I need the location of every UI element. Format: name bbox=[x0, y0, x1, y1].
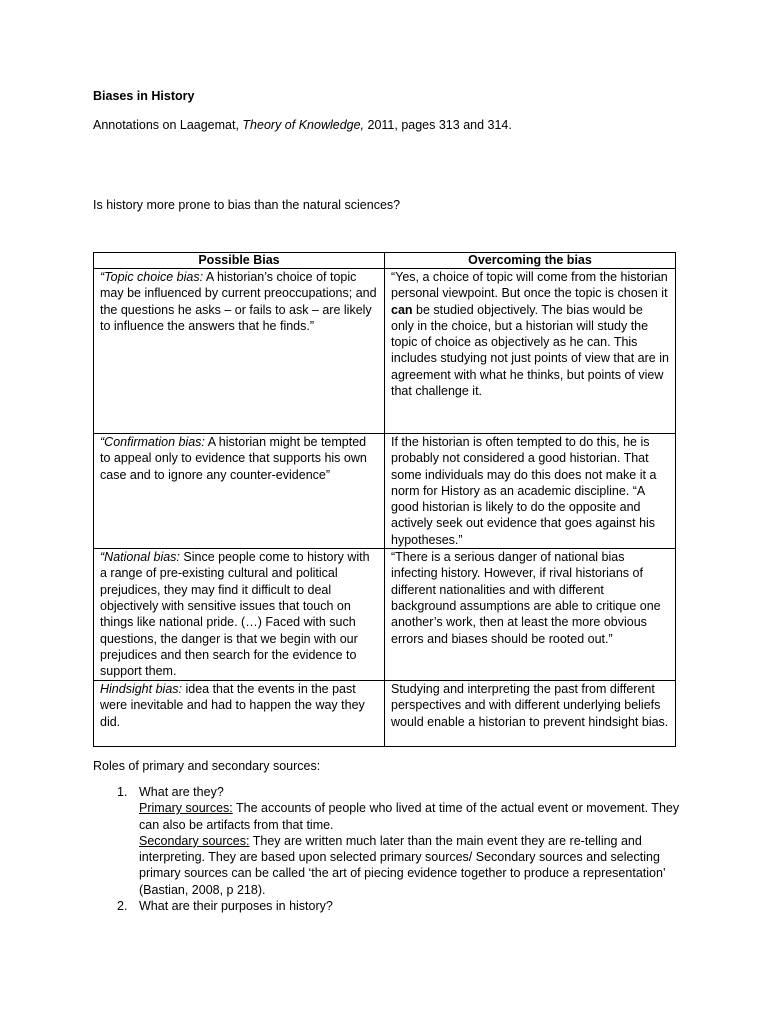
bias-term: “Topic choice bias: bbox=[100, 270, 204, 284]
primary-sources-text: The accounts of people who lived at time of the actual event or movement. They can also be artifacts from that time. bbox=[139, 801, 680, 832]
bias-term: “National bias: bbox=[100, 550, 180, 565]
cell-hindsight-bias bbox=[94, 681, 385, 747]
bias-term: “Confirmation bias: bbox=[100, 435, 205, 449]
cell-national-bias bbox=[94, 549, 385, 681]
overcome-text: “Yes, a choice of topic will come from the historian personal viewpoint. But once the topic is chosen it bbox=[391, 270, 668, 301]
table-row bbox=[94, 269, 676, 434]
list-item-text: What are they? bbox=[139, 785, 224, 799]
document-title: Biases in History bbox=[93, 89, 195, 103]
primary-sources-label: Primary sources: bbox=[139, 801, 233, 816]
guiding-question: Is history more prone to bias than the natural sciences? bbox=[93, 198, 401, 212]
annotation-book-title: Theory of Knowledge, bbox=[242, 118, 365, 132]
cell-confirmation-bias bbox=[94, 434, 385, 549]
cell-topic-choice-overcome bbox=[385, 269, 676, 434]
roles-list bbox=[93, 784, 683, 914]
header-overcoming-bias: Overcoming the bias bbox=[385, 253, 676, 269]
cell-national-overcome: “There is a serious danger of national bias infecting history. However, if rival historians of different nationalities and with different background assumptions are able to critique one another’s work, then at least the more obvious errors and biases should be rooted out.” bbox=[385, 549, 676, 681]
overcome-emphasis: can bbox=[391, 302, 413, 317]
bias-text: Since people come to history with a range of pre-existing cultural and political prejudices, they may find it difficult to deal objectively with sensitive issues that touch on things like national pride. (…) Faced with such questions, the danger is that we begin with our prejudices and then search for the evidence to support them. bbox=[100, 550, 370, 679]
bias-text: A historian’s choice of topic may be influenced by current preoccupations; and the questions he asks – or fails to ask – are likely to influence the answers that he finds.” bbox=[100, 270, 377, 333]
list-number: 2. bbox=[117, 899, 128, 914]
overcome-text-rest: be studied objectively. The bias would be only in the choice, but a historian will study the topic of choice as objectively as he can. This includes studying not just points of view that are in agreement with what he thinks, but points of view that challenge it. bbox=[391, 302, 669, 399]
bias-table bbox=[93, 252, 676, 747]
table-header-row bbox=[94, 253, 676, 269]
cell-hindsight-overcome: Studying and interpreting the past from different perspectives and with different underlying beliefs would enable a historian to prevent hindsight bias. bbox=[385, 681, 676, 747]
annotation-suffix: 2011, pages 313 and 314. bbox=[364, 118, 512, 132]
annotation-line bbox=[93, 117, 512, 133]
primary-sources-definition bbox=[139, 800, 683, 833]
secondary-sources-label: Secondary sources: bbox=[139, 833, 250, 848]
table-row bbox=[94, 681, 676, 747]
secondary-sources-text: They are written much later than the main event they are re-telling and interpreting. They are based upon selected primary sources/ Secondary sources and selecting primary sources can be called ‘the art of piecing evidence together to produce a representation’ (Bastian, 2008, p 218). bbox=[139, 833, 666, 897]
header-possible-bias: Possible Bias bbox=[94, 253, 385, 269]
cell-confirmation-overcome: If the historian is often tempted to do this, he is probably not considered a good historian. That some individuals may do this does not make it a norm for History as an academic discipline. “A good historian is likely to do the opposite and actively seek out evidence that goes against his hypotheses.” bbox=[385, 434, 676, 549]
list-item bbox=[93, 784, 683, 898]
table-row bbox=[94, 549, 676, 681]
annotation-prefix: Annotations on Laagemat, bbox=[93, 118, 243, 132]
cell-topic-choice-bias bbox=[94, 269, 385, 434]
bias-text: A historian might be tempted to appeal only to evidence that supports his own case and to ignore any counter-evidence” bbox=[100, 435, 367, 482]
table-row bbox=[94, 434, 676, 549]
bias-text: idea that the events in the past were inevitable and had to happen the way they did. bbox=[100, 682, 365, 729]
list-number: 1. bbox=[117, 785, 128, 799]
list-item-text: What are their purposes in history? bbox=[139, 899, 333, 914]
list-item bbox=[93, 898, 683, 914]
bias-term: Hindsight bias: bbox=[100, 682, 182, 697]
secondary-sources-definition bbox=[139, 833, 683, 898]
roles-heading: Roles of primary and secondary sources: bbox=[93, 759, 321, 773]
